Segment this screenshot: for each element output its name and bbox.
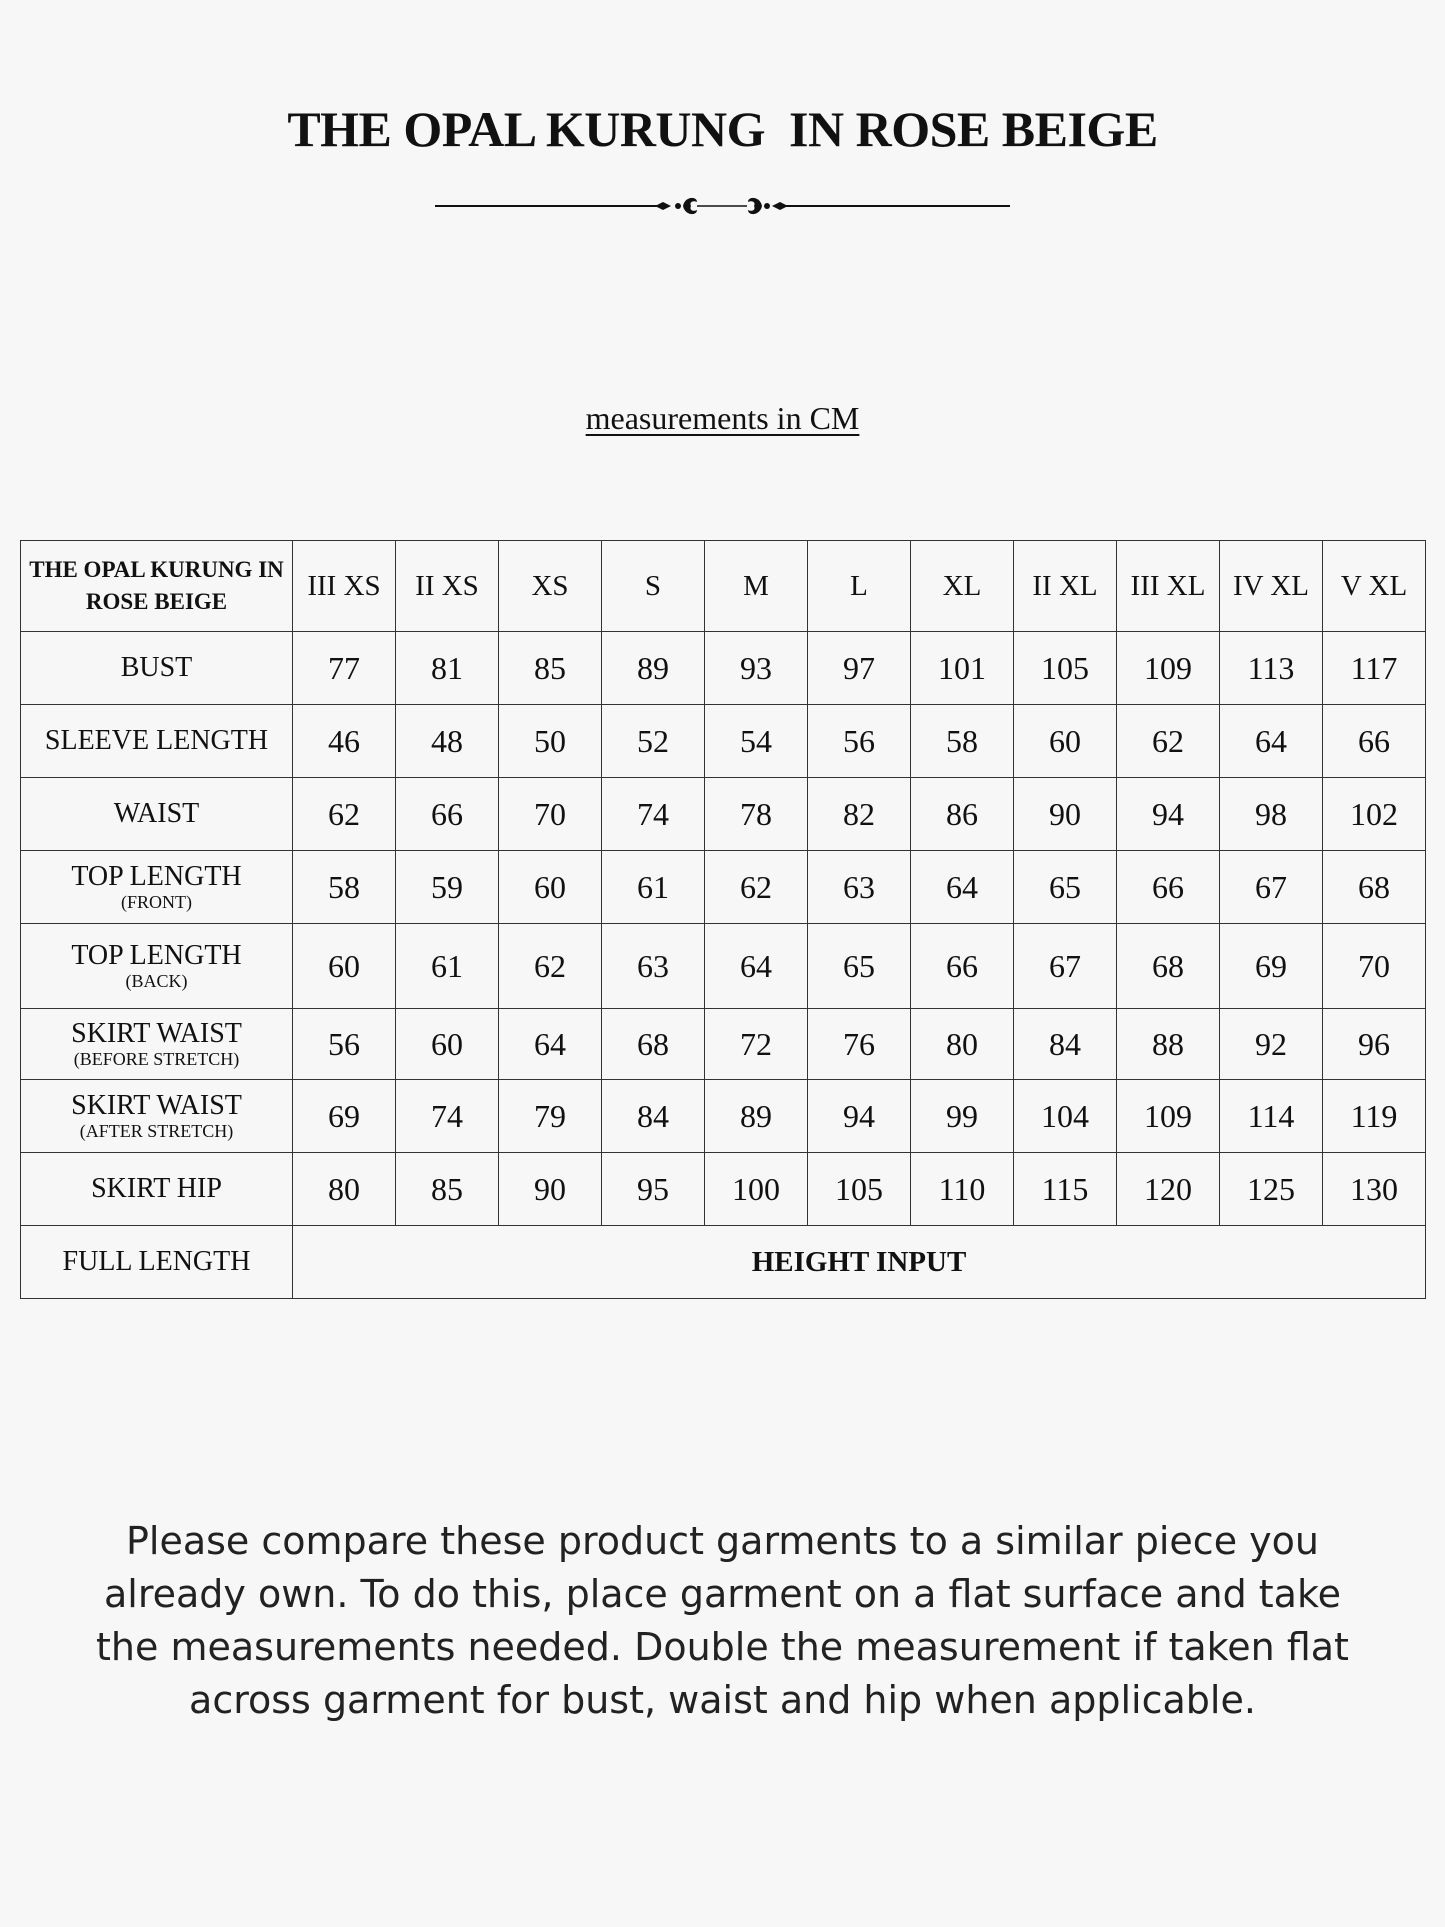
measurement-cell: 84 <box>1014 1009 1117 1080</box>
size-header: M <box>705 541 808 632</box>
measurement-cell: 76 <box>808 1009 911 1080</box>
row-label-note: (AFTER STRETCH) <box>79 1121 234 1141</box>
row-label-text: SLEEVE LENGTH <box>44 725 269 756</box>
size-header: S <box>602 541 705 632</box>
measurement-cell: 67 <box>1014 924 1117 1009</box>
measurement-cell: 93 <box>705 632 808 705</box>
measurement-cell: 66 <box>1323 705 1426 778</box>
size-chart-table <box>20 540 1426 1299</box>
measurement-cell: 120 <box>1117 1153 1220 1226</box>
measurement-cell: 61 <box>602 851 705 924</box>
measurement-cell: 60 <box>396 1009 499 1080</box>
table-row <box>21 705 1426 778</box>
measurement-cell: 74 <box>602 778 705 851</box>
measurement-cell: 77 <box>293 632 396 705</box>
measurement-cell: 58 <box>293 851 396 924</box>
measurement-cell: 63 <box>602 924 705 1009</box>
measurement-cell: 60 <box>1014 705 1117 778</box>
table-row <box>21 1080 1426 1153</box>
measurement-cell: 105 <box>1014 632 1117 705</box>
measurement-cell: 48 <box>396 705 499 778</box>
measurement-cell: 119 <box>1323 1080 1426 1153</box>
row-label <box>21 1153 293 1226</box>
measurement-cell: 68 <box>1117 924 1220 1009</box>
size-header: XS <box>499 541 602 632</box>
measurement-cell: 97 <box>808 632 911 705</box>
measurement-cell: 61 <box>396 924 499 1009</box>
measurement-cell: 115 <box>1014 1153 1117 1226</box>
measurement-cell: 98 <box>1220 778 1323 851</box>
row-label-text: BUST <box>120 652 193 683</box>
size-header: V XL <box>1323 541 1426 632</box>
corner-header: THE OPAL KURUNG IN ROSE BEIGE <box>21 541 293 632</box>
measurement-cell: 56 <box>808 705 911 778</box>
measurement-cell: 130 <box>1323 1153 1426 1226</box>
row-label-text: SKIRT WAIST <box>71 1018 242 1049</box>
row-label-note: (BEFORE STRETCH) <box>73 1049 240 1069</box>
measurement-cell: 85 <box>396 1153 499 1226</box>
measurement-cell: 84 <box>602 1080 705 1153</box>
measurement-cell: 78 <box>705 778 808 851</box>
row-label-note: (FRONT) <box>121 892 192 912</box>
table-body <box>21 632 1426 1226</box>
table-row <box>21 851 1426 924</box>
measurement-cell: 69 <box>293 1080 396 1153</box>
table-row <box>21 1009 1426 1080</box>
size-header: XL <box>911 541 1014 632</box>
table-row <box>21 1153 1426 1226</box>
size-header: L <box>808 541 911 632</box>
measurement-cell: 62 <box>705 851 808 924</box>
measurement-cell: 64 <box>705 924 808 1009</box>
measurement-cell: 64 <box>911 851 1014 924</box>
measurement-cell: 72 <box>705 1009 808 1080</box>
units-heading <box>0 400 1445 437</box>
measurement-cell: 92 <box>1220 1009 1323 1080</box>
row-label-note: (BACK) <box>125 971 188 991</box>
measurement-cell: 70 <box>1323 924 1426 1009</box>
units-heading-text: measurements in CM <box>585 400 860 436</box>
measurement-cell: 80 <box>911 1009 1014 1080</box>
measurement-cell: 117 <box>1323 632 1426 705</box>
row-label-text: TOP LENGTH <box>71 940 242 971</box>
measurement-cell: 64 <box>1220 705 1323 778</box>
size-header: II XL <box>1014 541 1117 632</box>
measurement-cell: 109 <box>1117 1080 1220 1153</box>
measurement-cell: 69 <box>1220 924 1323 1009</box>
measurement-cell: 114 <box>1220 1080 1323 1153</box>
measurement-cell: 64 <box>499 1009 602 1080</box>
row-label <box>21 778 293 851</box>
measurement-cell: 79 <box>499 1080 602 1153</box>
measurement-cell: 66 <box>396 778 499 851</box>
height-input-cell: HEIGHT INPUT <box>293 1226 1426 1299</box>
row-label <box>21 632 293 705</box>
measurement-cell: 68 <box>1323 851 1426 924</box>
row-label-text: SKIRT WAIST <box>71 1090 242 1121</box>
measurement-cell: 66 <box>911 924 1014 1009</box>
measurement-cell: 99 <box>911 1080 1014 1153</box>
header-row <box>21 541 1426 632</box>
measurement-cell: 70 <box>499 778 602 851</box>
measurement-cell: 67 <box>1220 851 1323 924</box>
measurement-cell: 58 <box>911 705 1014 778</box>
row-label <box>21 1009 293 1080</box>
measurement-cell: 62 <box>499 924 602 1009</box>
row-label-text: SKIRT HIP <box>91 1173 222 1204</box>
size-header: IV XL <box>1220 541 1323 632</box>
measurement-cell: 96 <box>1323 1009 1426 1080</box>
measurement-cell: 46 <box>293 705 396 778</box>
measurement-cell: 80 <box>293 1153 396 1226</box>
measurement-cell: 74 <box>396 1080 499 1153</box>
measurement-cell: 62 <box>1117 705 1220 778</box>
full-length-label: FULL LENGTH <box>21 1226 293 1299</box>
measurement-cell: 89 <box>705 1080 808 1153</box>
full-length-row <box>21 1226 1426 1299</box>
measurement-cell: 90 <box>1014 778 1117 851</box>
measurement-cell: 50 <box>499 705 602 778</box>
measurement-cell: 62 <box>293 778 396 851</box>
measurement-cell: 102 <box>1323 778 1426 851</box>
measurement-cell: 89 <box>602 632 705 705</box>
measurement-cell: 85 <box>499 632 602 705</box>
measurement-cell: 125 <box>1220 1153 1323 1226</box>
measurement-cell: 52 <box>602 705 705 778</box>
table-row <box>21 778 1426 851</box>
size-header: III XS <box>293 541 396 632</box>
measurement-cell: 54 <box>705 705 808 778</box>
measurement-cell: 104 <box>1014 1080 1117 1153</box>
measurement-cell: 100 <box>705 1153 808 1226</box>
size-header: II XS <box>396 541 499 632</box>
measurement-cell: 101 <box>911 632 1014 705</box>
size-header: III XL <box>1117 541 1220 632</box>
measurement-cell: 82 <box>808 778 911 851</box>
measurement-cell: 109 <box>1117 632 1220 705</box>
row-label-text: TOP LENGTH <box>71 861 242 892</box>
measurement-cell: 60 <box>293 924 396 1009</box>
measurement-cell: 95 <box>602 1153 705 1226</box>
measurement-cell: 65 <box>808 924 911 1009</box>
measurement-cell: 59 <box>396 851 499 924</box>
row-label <box>21 924 293 1009</box>
measurement-cell: 105 <box>808 1153 911 1226</box>
row-label <box>21 1080 293 1153</box>
measurement-cell: 88 <box>1117 1009 1220 1080</box>
table-row <box>21 632 1426 705</box>
measurement-cell: 110 <box>911 1153 1014 1226</box>
measuring-instructions: Please compare these product garments to a similar piece you already own. To do this, place garment on a flat surface and take the measurements needed. Double the measurement if taken flat across garment for bust, waist and hip when applicable. <box>96 1519 1349 1722</box>
measurement-cell: 113 <box>1220 632 1323 705</box>
row-label <box>21 851 293 924</box>
measurement-cell: 63 <box>808 851 911 924</box>
measurement-cell: 94 <box>808 1080 911 1153</box>
measurement-cell: 66 <box>1117 851 1220 924</box>
ornament-divider <box>435 190 1010 222</box>
measurement-cell: 90 <box>499 1153 602 1226</box>
row-label-text: WAIST <box>113 798 200 829</box>
measurement-cell: 60 <box>499 851 602 924</box>
measurement-cell: 81 <box>396 632 499 705</box>
measurement-cell: 86 <box>911 778 1014 851</box>
table-row <box>21 924 1426 1009</box>
measurement-cell: 56 <box>293 1009 396 1080</box>
page-title: THE OPAL KURUNG IN ROSE BEIGE <box>287 101 1158 157</box>
measurement-cell: 94 <box>1117 778 1220 851</box>
measurement-cell: 65 <box>1014 851 1117 924</box>
row-label <box>21 705 293 778</box>
measurement-cell: 68 <box>602 1009 705 1080</box>
